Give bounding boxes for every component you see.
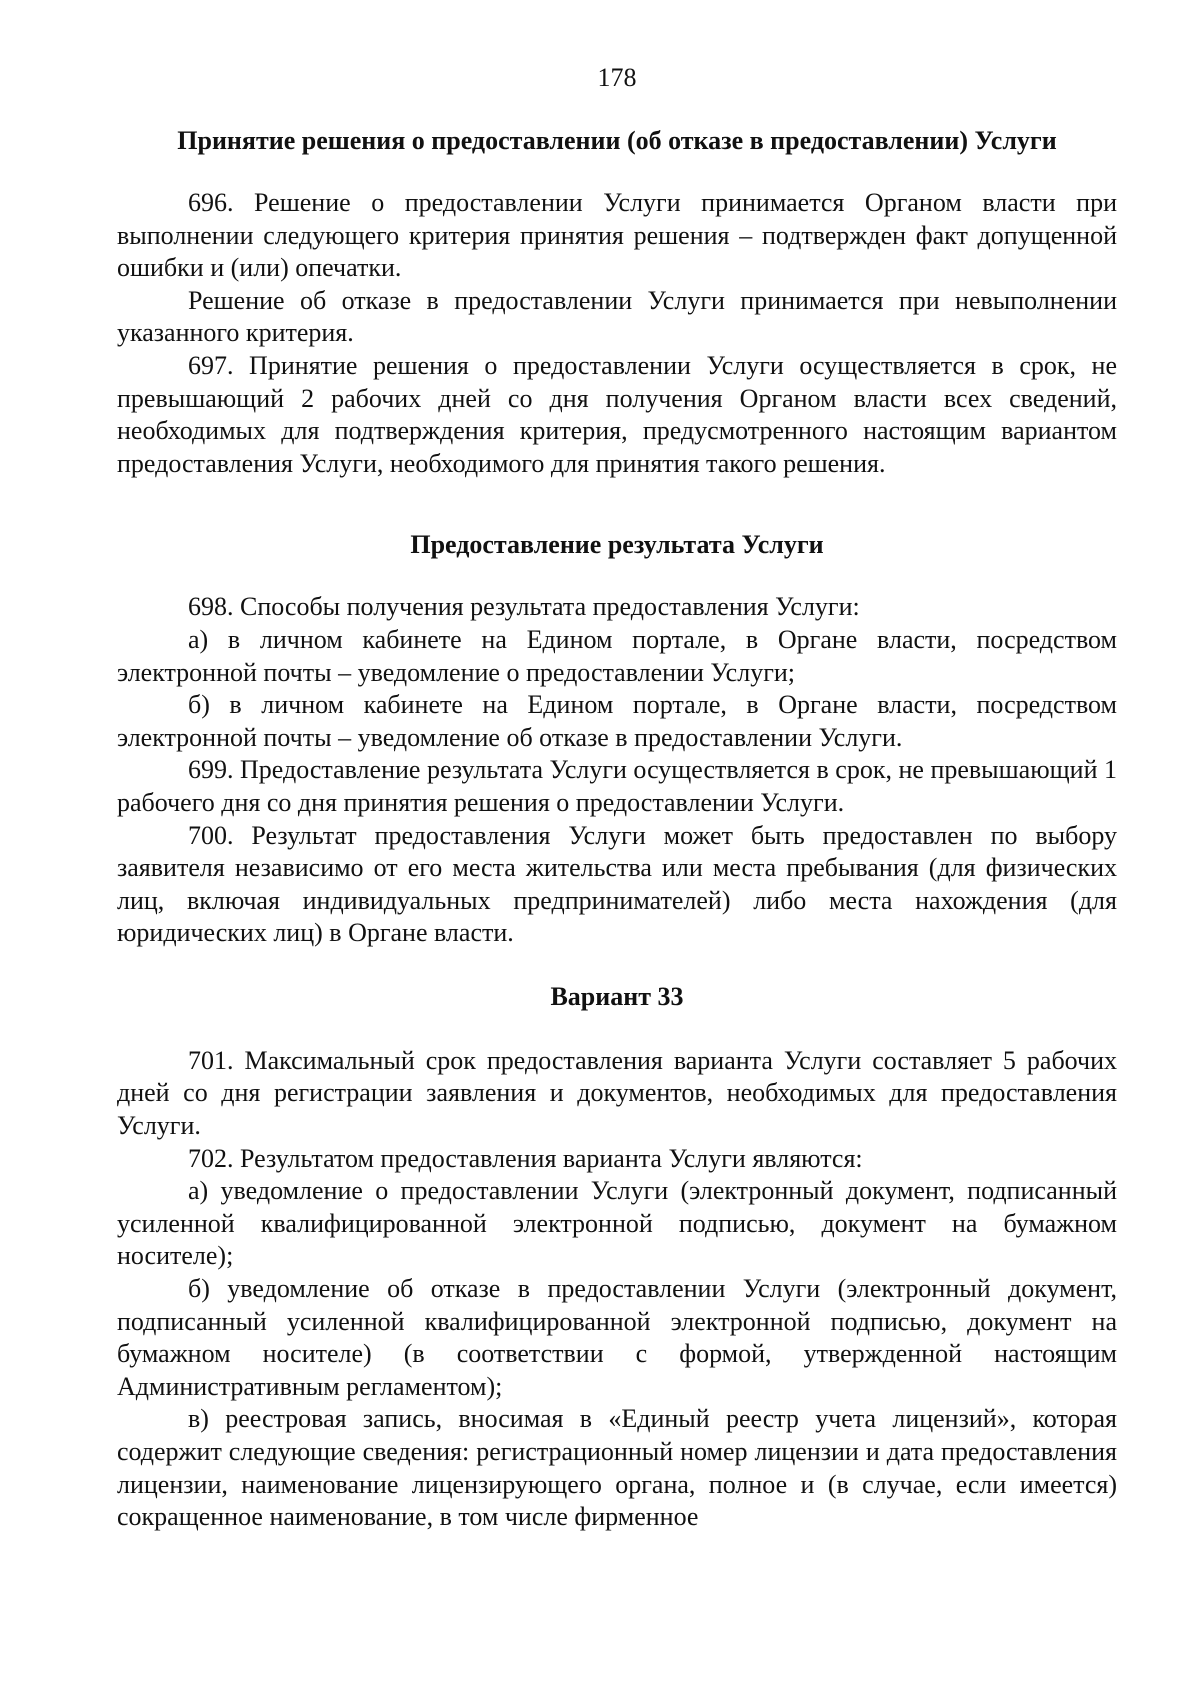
paragraph-702-v: в) реестровая запись, вносимая в «Единый реестр учета лицензий», которая содержит следующие сведения: регистрационный номер лицензии и дата предоставления лицензии, наименование лицензирующего органа, полное и (в случае, если имеется) сокращенное наименование, в том числе фирменное bbox=[117, 1404, 1117, 1532]
paragraph-701: 701. Максимальный срок предоставления варианта Услуги составляет 5 рабочих дней со дня регистрации заявления и документов, необходимых для предоставления Услуги. bbox=[117, 1045, 1117, 1141]
section-heading-variant-33: Вариант 33 bbox=[550, 981, 684, 1011]
paragraph-697: 697. Принятие решения о предоставлении Услуги осуществляется в срок, не превышающий 2 рабочих дней со дня получения Органом власти всех сведений, необходимых для подтверждения критерия, предусмотренного настоящим вариантом предоставления Услуги, необходимого для принятия такого решения. bbox=[117, 350, 1117, 478]
section-heading-result: Предоставление результата Услуги bbox=[410, 530, 824, 560]
section-heading-decision: Принятие решения о предоставлении (об отказе в предоставлении) Услуги bbox=[177, 126, 1057, 155]
paragraph-696: 696. Решение о предоставлении Услуги принимается Органом власти при выполнении следующего критерия принятия решения – подтвержден факт допущенной ошибки и (или) опечатки. bbox=[117, 188, 1117, 283]
paragraph-698: 698. Способы получения результата предоставления Услуги: bbox=[188, 592, 860, 622]
paragraph-698-a: а) в личном кабинете на Едином портале, в Органе власти, посредством электронной почты – уведомление о предоставлении Услуги; bbox=[117, 624, 1117, 687]
paragraph-698-b: б) в личном кабинете на Едином портале, в Органе власти, посредством электронной почты – уведомление об отказе в предоставлении Услуги. bbox=[117, 690, 1117, 752]
document-page bbox=[117, 62, 1117, 1534]
paragraph-refusal-decision: Решение об отказе в предоставлении Услуги принимается при невыполнении указанного критерия. bbox=[117, 285, 1117, 348]
paragraph-700: 700. Результат предоставления Услуги может быть предоставлен по выбору заявителя независимо от его места жительства или места пребывания (для физических лиц, включая индивидуальных предпринимателей) либо места нахождения (для юридических лиц) в Органе власти. bbox=[117, 820, 1117, 948]
page-number: 178 bbox=[597, 63, 637, 92]
paragraph-699: 699. Предоставление результата Услуги осуществляется в срок, не превышающий 1 рабочего дня со дня принятия решения о предоставлении Услуги. bbox=[117, 755, 1117, 817]
paragraph-702-b: б) уведомление об отказе в предоставлении Услуги (электронный документ, подписанный усиленной квалифицированной электронной подписью, документ на бумажном носителе) (в соответствии с формой, утвержденной настоящим Административным регламентом); bbox=[117, 1274, 1117, 1401]
paragraph-702: 702. Результатом предоставления варианта Услуги являются: bbox=[188, 1143, 863, 1173]
paragraph-702-a: а) уведомление о предоставлении Услуги (электронный документ, подписанный усиленной квалифицированной электронной подписью, документ на бумажном носителе); bbox=[117, 1176, 1117, 1271]
